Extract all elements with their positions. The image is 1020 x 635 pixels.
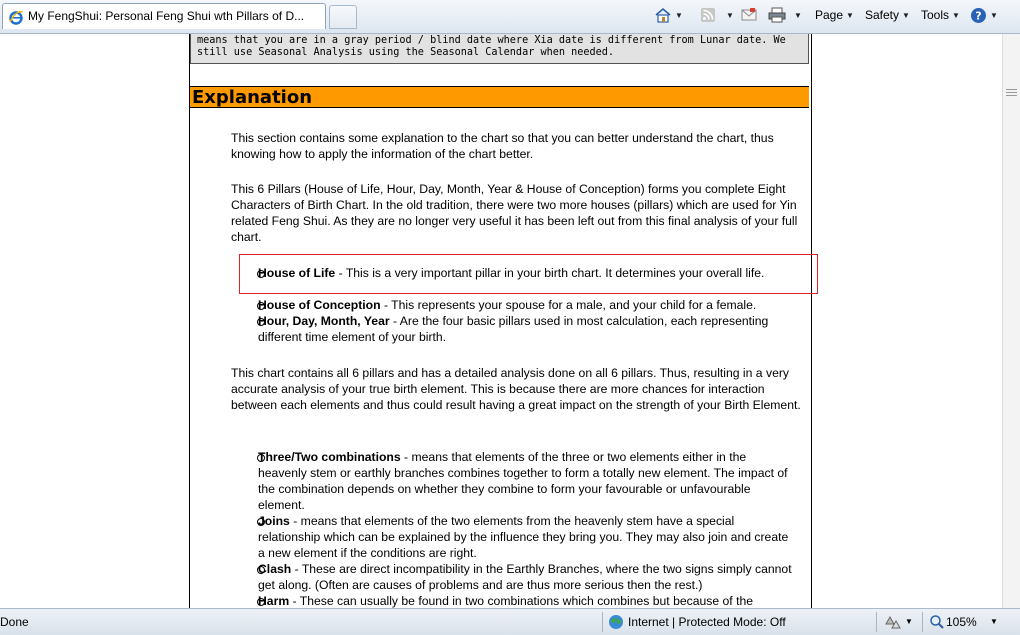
globe-icon bbox=[608, 614, 624, 630]
term-description: - These can usually be found in two combinations which combines but because of the bbox=[289, 594, 754, 608]
divider bbox=[602, 612, 603, 632]
security-zone[interactable]: Internet | Protected Mode: Off bbox=[628, 615, 786, 629]
zoom-level[interactable]: 105% bbox=[946, 615, 977, 629]
term-hour-day-month-year: Hour, Day, Month, Year bbox=[258, 314, 390, 328]
protected-mode-icon[interactable] bbox=[884, 614, 902, 630]
ie-logo-icon bbox=[8, 9, 24, 25]
status-text: Done bbox=[0, 615, 29, 629]
new-tab-button[interactable] bbox=[329, 5, 357, 29]
safety-menu-label: Safety bbox=[865, 8, 900, 22]
chevron-down-icon: ▼ bbox=[902, 10, 910, 20]
chevron-down-icon[interactable]: ▼ bbox=[675, 10, 683, 20]
scroll-grip-icon[interactable] bbox=[1006, 89, 1017, 99]
browser-toolbar bbox=[0, 0, 1020, 34]
chevron-down-icon: ▼ bbox=[990, 10, 998, 20]
help-icon bbox=[970, 7, 987, 24]
safety-menu[interactable] bbox=[865, 6, 910, 24]
section-title: Explanation bbox=[190, 86, 809, 108]
tools-menu-label: Tools bbox=[921, 8, 950, 22]
chevron-down-icon: ▼ bbox=[952, 10, 960, 20]
list-item bbox=[258, 265, 796, 281]
chevron-down-icon[interactable]: ▼ bbox=[990, 617, 998, 626]
chevron-down-icon[interactable]: ▼ bbox=[726, 10, 734, 20]
analysis-paragraph: This chart contains all 6 pillars and has a detailed analysis done on all 6 pillars. Thus, resulting in a very accurate analysis of your true birth element. This is because there are more chances for interaction between each elements and thus could result having a great impact on the strength of your Birth Element. bbox=[231, 366, 801, 412]
list-item bbox=[258, 313, 796, 345]
chevron-down-icon: ▼ bbox=[846, 10, 854, 20]
list-item bbox=[258, 561, 796, 593]
tab-title: My FengShui: Personal Feng Shui wth Pillars of D... bbox=[28, 9, 305, 23]
term-description: - These are direct incompatibility in the Earthly Branches, where the two signs simply cannot get along. (Often are causes of problems and are thus more serious then the rest.) bbox=[258, 562, 792, 592]
status-bar bbox=[0, 608, 1020, 635]
print-button[interactable] bbox=[768, 6, 802, 24]
feeds-button[interactable] bbox=[700, 6, 734, 24]
term-combinations: Three/Two combinations bbox=[258, 450, 401, 464]
term-harm: Harm bbox=[258, 594, 290, 608]
term-clash: Clash bbox=[258, 562, 292, 576]
help-menu[interactable] bbox=[970, 6, 998, 24]
gray-period-notice: means that you are in a gray period / blind date where Xia date is different from Lunar date. We still use Seasonal Analysis using the Seasonal Calendar when needed. bbox=[190, 34, 809, 64]
vertical-scrollbar[interactable] bbox=[1002, 34, 1020, 608]
term-house-of-life: House of Life bbox=[258, 266, 336, 280]
intro-paragraph: This section contains some explanation to the chart so that you can better understand the chart, thus knowing how to apply the information of the chart better. bbox=[231, 131, 774, 161]
home-button[interactable] bbox=[654, 6, 683, 24]
pillars-paragraph: This 6 Pillars (House of Life, Hour, Day, Month, Year & House of Conception) forms you complete Eight Characters of Birth Chart. In the old tradition, there were two more houses (pillars) which are used for Yin related Feng Shui. As they are no longer very useful it has been left out from this final analysis of your full chart. bbox=[231, 182, 798, 244]
divider bbox=[876, 612, 877, 632]
term-description: - means that elements of the two elements from the heavenly stem have a special relationship which can be explained by the influence they bring you. They may also join and create a new element if the conditions are right. bbox=[258, 514, 789, 560]
term-house-of-conception: House of Conception bbox=[258, 298, 381, 312]
read-mail-icon bbox=[741, 8, 757, 22]
list-item bbox=[258, 449, 796, 513]
home-icon bbox=[654, 7, 672, 23]
zoom-icon bbox=[929, 614, 945, 630]
chevron-down-icon[interactable]: ▼ bbox=[794, 10, 802, 20]
print-icon bbox=[768, 7, 786, 23]
chevron-down-icon[interactable]: ▼ bbox=[905, 617, 913, 626]
tools-menu[interactable] bbox=[921, 6, 960, 24]
divider bbox=[922, 612, 923, 632]
list-item bbox=[258, 593, 796, 608]
read-mail-button[interactable] bbox=[741, 6, 757, 24]
list-item bbox=[258, 297, 796, 313]
active-tab[interactable] bbox=[2, 3, 326, 29]
page-menu-label: Page bbox=[815, 8, 844, 22]
list-item bbox=[258, 513, 796, 561]
term-description: - This represents your spouse for a male, and your child for a female. bbox=[380, 298, 757, 312]
term-description: - Are the four basic pillars used in most calculation, each representing different time element of your birth. bbox=[258, 314, 769, 344]
page-viewport[interactable] bbox=[0, 34, 1002, 608]
page-content bbox=[189, 34, 812, 608]
page-menu[interactable] bbox=[815, 6, 854, 24]
feeds-icon bbox=[700, 7, 716, 23]
term-description: - This is a very important pillar in your birth chart. It determines your overall life. bbox=[335, 266, 765, 280]
term-description: - means that elements of the three or two elements either in the heavenly stem or earthly branches combines together to form a totally new element. The impact of the combination depends on whether they combine to form your favourable or unfavourable element. bbox=[258, 450, 788, 512]
svg-text:?: ? bbox=[975, 9, 982, 22]
term-joins: Joins bbox=[258, 514, 290, 528]
